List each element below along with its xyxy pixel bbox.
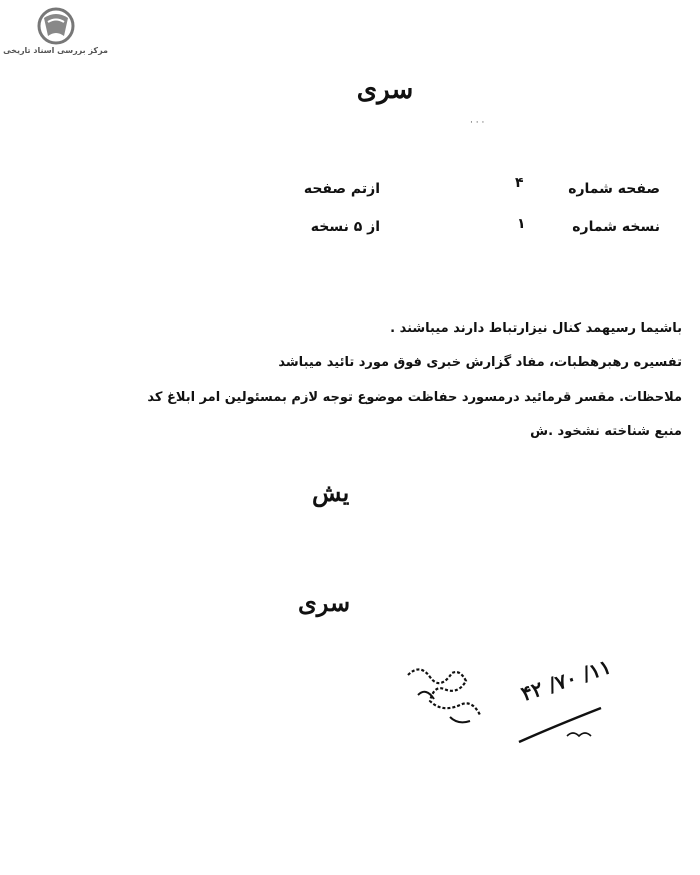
archive-logo [3,6,108,60]
classification-heading: سری [356,75,414,105]
copy-total: از ۵ نسخه [310,219,380,235]
copy-number-value: ۱ [517,216,526,232]
date-stamp: ۱۱/ ۷۰/ ۴۲ [518,654,614,706]
body-line-3: ملاحظات. مقسر قرمائید درمسورد حفاظت موضوع توجه لازم بمسئولین امر ابلاغ کد [147,390,682,405]
page-number-label: صفحه شماره [568,181,660,197]
signature-initials: یش [312,478,350,507]
page-number-value: ۴ [515,175,524,191]
copy-number-label: نسخه شماره [572,219,660,235]
date-underline [515,696,605,746]
body-line-4: منبع شناخته نشخود .ش [530,424,682,439]
body-line-1: باشیما رسیهمد کنال نیزارتباط دارند میباشند . [390,321,682,336]
scan-speck: · · · [470,118,485,128]
handwritten-signature [400,655,490,735]
page-total: ازتم صفحه [303,181,380,197]
body-line-2: تفسیره رهبرهطبات، مفاد گزارش خبری فوق مورد تائید میباشد [278,355,682,370]
logo-caption: مرکز بررسی اسناد تاریخی [3,46,108,55]
archive-logo-icon [34,6,78,46]
closing-classification: سری [298,588,351,617]
